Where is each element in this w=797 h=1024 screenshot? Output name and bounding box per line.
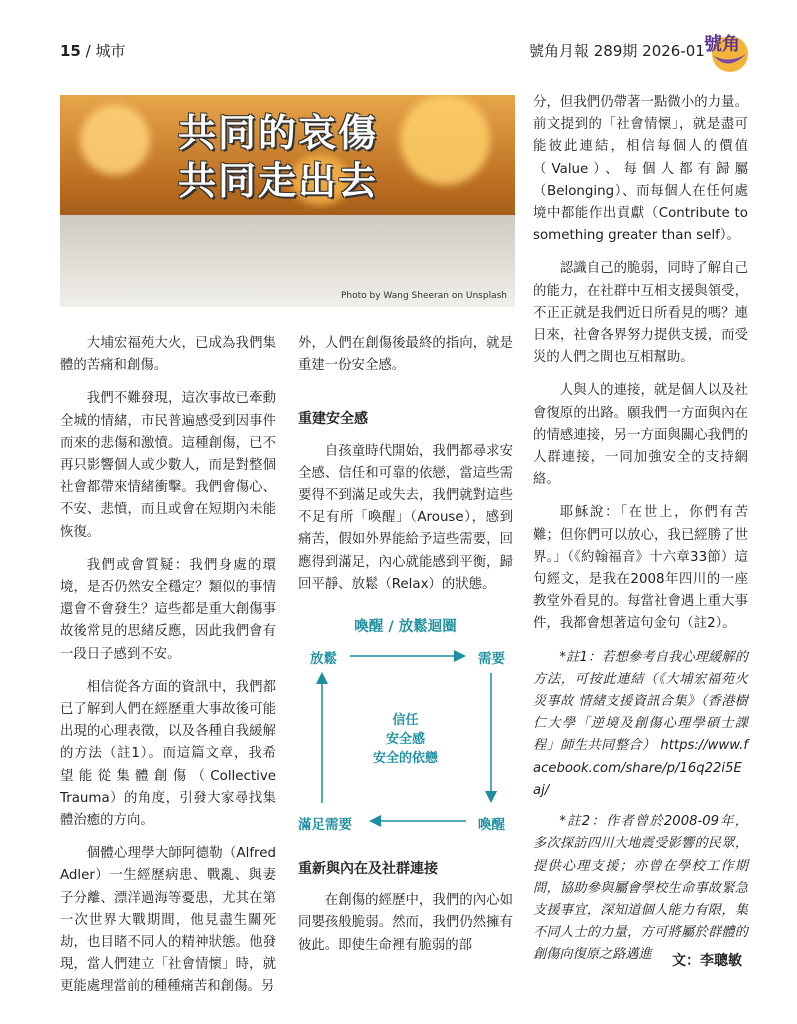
paragraph: 大埔宏福苑大火，已成為我們集體的苦痛和創傷。 [60, 336, 276, 374]
logo-text: 號角 [704, 34, 740, 55]
author-byline: 文：李聰敏 [672, 953, 742, 969]
arousal-relax-cycle-diagram [298, 615, 513, 840]
section-heading: 重建安全感 [298, 411, 368, 428]
title-line-2: 共同走出去 [178, 159, 379, 203]
label-arouse: 喚醒 [478, 817, 505, 833]
center-secure-attachment: 安全的依戀 [372, 751, 438, 766]
section-heading: 重新與內在及社群連接 [298, 861, 438, 877]
center-security: 安全感 [385, 732, 425, 747]
column-2-bottom [298, 858, 513, 968]
footnote: *註1：若想參考自我心理緩解的方法，可按此連結（《大埔宏福苑火災事故 情緒支援資訊合集》（香港樹仁大學「逆境及創傷心理學碩士課程」師生共同整合） https://www.facebook.com/share/p/16q22i5Eaj/ [533, 649, 748, 798]
paragraph: 我們或會質疑：我們身處的環境，是否仍然安全穩定？類似的事情還會不會發生？這些都是重大創傷事故後常見的思緒反應，因此我們會有一段日子感到不安。 [60, 557, 276, 662]
footnote: *註2：作者曾於2008-09年，多次探訪四川大地震受影響的民眾，提供心理支援；亦曾在學校工作期間，協助參與屬會學校生命事故緊急支援事宜，深知道個人能力有限，集不同人士的力量，方可將屬於群體的創傷向復原之路邁進 [533, 814, 748, 963]
article-title [178, 109, 378, 205]
hero-image [60, 95, 515, 307]
section-name: / 城市 [85, 42, 126, 60]
paragraph: 自孩童時代開始，我們都尋求安全感、信任和可靠的依戀，當這些需要得不到滿足或失去，我們就對這些不足有所「喚醒」（Arouse），感到痛苦，假如外界能給予這些需要，回應得到滿足，內心就能感到平衡，歸回平靜、放鬆（Relax）的狀態。 [298, 443, 513, 592]
photo-credit: Photo by Wang Sheeran on Unsplash [341, 291, 507, 301]
label-need: 需要 [478, 651, 505, 667]
center-trust: 信任 [392, 713, 419, 728]
paragraph: 在創傷的經歷中，我們的內心如同嬰孩般脆弱。然而，我們仍然擁有彼此。即使生命裡有脆弱的部 [298, 893, 513, 953]
paragraph: 耶穌說：「在世上，你們有苦難；但你們可以放心，我已經勝了世界。」（《約翰福音》十六章33節）這句經文，是我在2008年四川的一座教堂外看見的。每當社會遇上重大事件，我都會想著這句金句（註2）。 [533, 505, 748, 632]
paragraph: 認識自己的脆弱，同時了解自己的能力，在社群中互相支援與領受，不正正就是我們近日所看見的嗎？連日來，社會各界努力提供支援，而受災的人們之間也互相幫助。 [533, 261, 748, 366]
page-number: 15 [60, 42, 81, 60]
paragraph: 個體心理學大師阿德勒（Alfred Adler）一生經歷病患、戰亂、與妻子分離、漂洋過海等憂患，尤其在第一次世界大戰期間，他見盡生關死劫，也目睹不同人的精神狀態。他發現，當人們建立「社會情懷」時，就更能處理當前的種種痛苦和創傷。另 [60, 846, 276, 995]
column-2 [298, 333, 513, 607]
diagram-title: 喚醒 / 放鬆迴圈 [354, 619, 457, 635]
paragraph: 分，但我們仍帶著一點微小的力量。前文提到的「社會情懷」，就是盡可能彼此連結，相信每個人的價值（Value）、每個人都有歸屬（Belonging）、而每個人在任何處境中都能作出貢獻（Contribute to something greater than self）。 [533, 95, 748, 244]
paragraph: 人與人的連接，就是個人以及社會復原的出路。願我們一方面與內在的情感連接，另一方面與關心我們的人群連接，一同加強安全的支持網絡。 [533, 383, 748, 488]
column-3 [533, 92, 748, 976]
title-line-1: 共同的哀傷 [178, 111, 379, 155]
magazine-logo [700, 24, 750, 74]
page-header-left [60, 40, 125, 61]
cycle-arrows [298, 615, 513, 840]
label-relax: 放鬆 [310, 651, 337, 667]
label-need-satisfied: 滿足需要 [298, 817, 352, 833]
paragraph: 相信從各方面的資訊中，我們都已了解到人們在經歷重大事故後可能出現的心理表徵，以及各種自我緩解的方法（註1）。而這篇文章，我希望能從集體創傷（Collective Trauma）的角度，引發大家尋找集體治癒的方向。 [60, 679, 276, 829]
paragraph: 外，人們在創傷後最終的指向，就是重建一份安全感。 [298, 336, 513, 374]
issue-info: 號角月報 289期 2026-01 [529, 42, 705, 60]
column-1 [60, 333, 276, 1010]
paragraph: 我們不難發現，這次事故已牽動全城的情緒，市民普遍感受到因事件而來的悲傷和激憤。這種創傷，已不再只影響個人或少數人，而是對整個社會都帶來情緒衝擊。我們會傷心、不安、悲憤，而且或會在短期內未能恢復。 [60, 391, 276, 540]
